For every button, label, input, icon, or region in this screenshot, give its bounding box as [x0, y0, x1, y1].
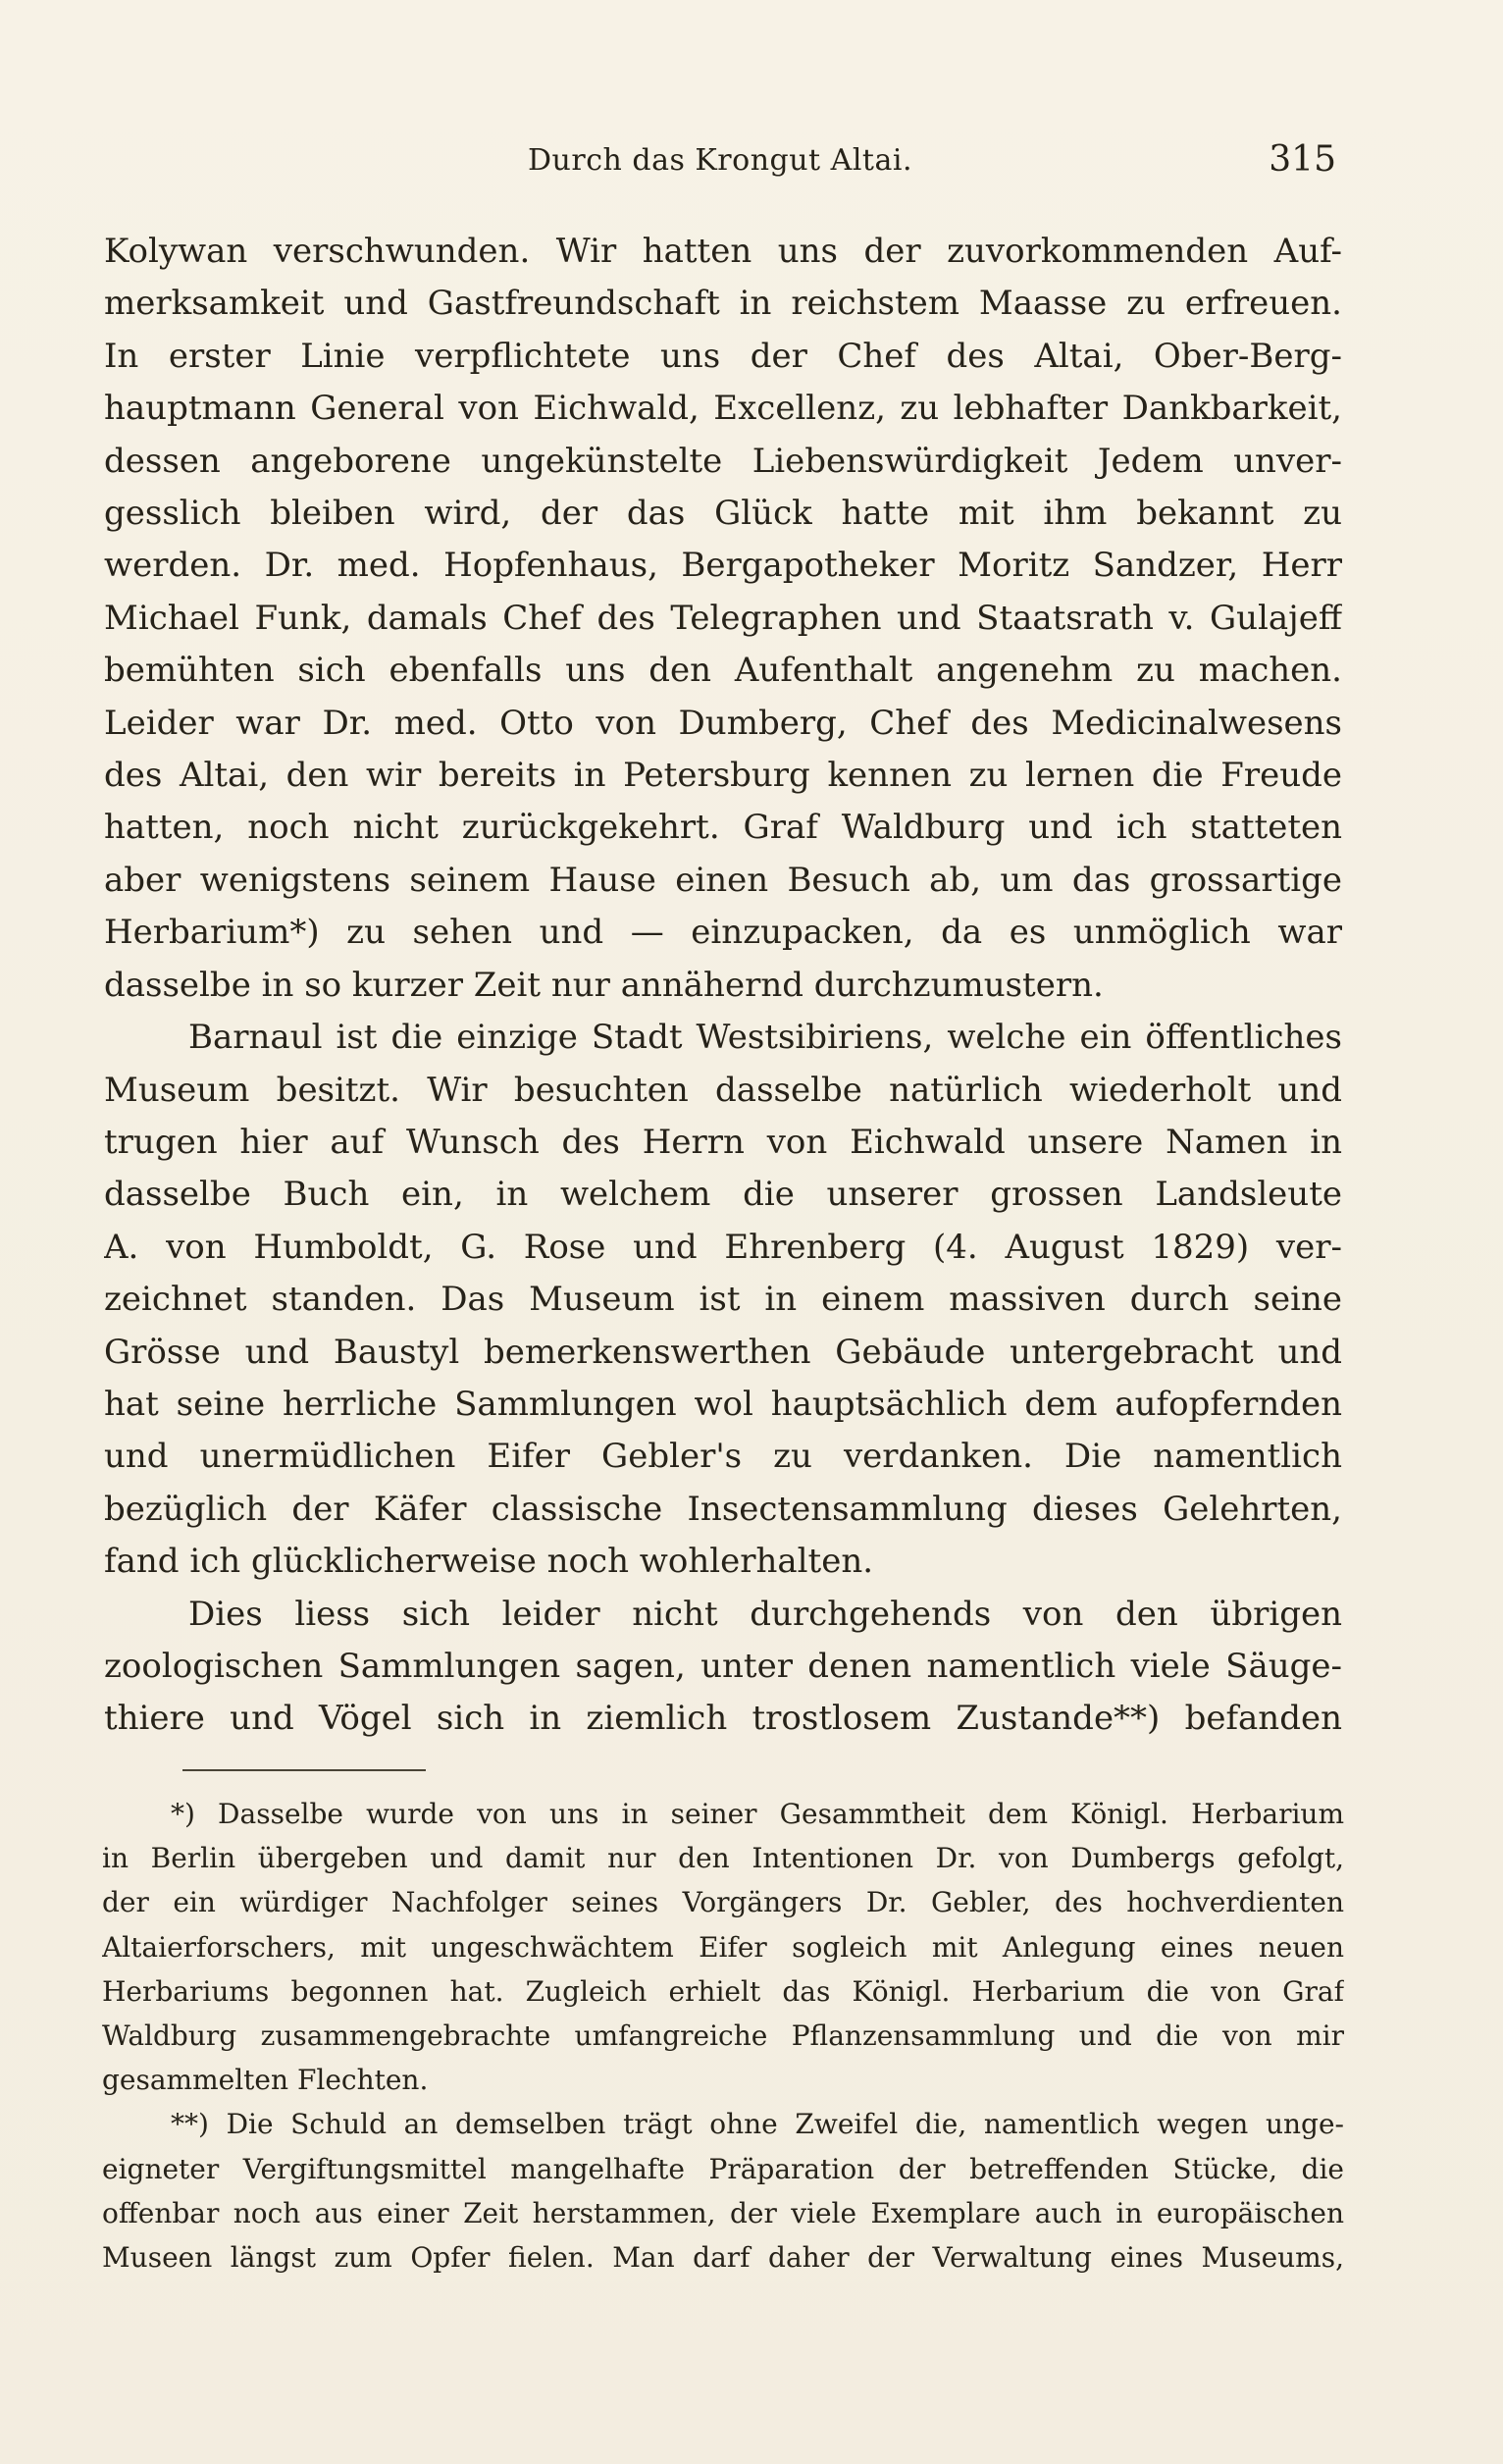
text-line: Michael Funk, damals Chef des Telegraphen und Staatsrath v. Gulajeff	[104, 598, 1342, 638]
text-line: fand ich glücklicherweise noch wohlerhalten.	[104, 1542, 874, 1582]
text-line: merksamkeit und Gastfreundschaft in reichstem Maasse zu erfreuen.	[104, 284, 1342, 324]
text-line: dasselbe in so kurzer Zeit nur annähernd durchzumustern.	[104, 965, 1104, 1005]
text-line: aber wenigstens seinem Hause einen Besuch ab, um das grossartige	[104, 860, 1342, 900]
text-line: bemühten sich ebenfalls uns den Aufenthalt angenehm zu machen.	[104, 651, 1342, 691]
footnote-line: gesammelten Flechten.	[102, 2064, 429, 2097]
text-line: Dies liess sich leider nicht durchgehends von den übrigen	[188, 1594, 1342, 1634]
text-line: Barnaul ist die einzige Stadt Westsibiriens, welche ein öffentliches	[188, 1018, 1342, 1058]
text-line: dessen angeborene ungekünstelte Liebenswürdigkeit Jedem unver-	[104, 441, 1342, 481]
paragraph-3	[104, 1589, 1342, 1746]
footnote-2	[102, 2102, 1344, 2280]
footnote-divider	[182, 1769, 426, 1771]
text-line: A. von Humboldt, G. Rose und Ehrenberg (4. August 1829) ver-	[104, 1227, 1342, 1267]
footnote-1	[102, 1792, 1344, 2102]
text-line: dasselbe Buch ein, in welchem die unserer grossen Landsleute	[104, 1175, 1342, 1215]
text-line: Grösse und Baustyl bemerkenswerthen Gebäude untergebracht und	[104, 1332, 1342, 1372]
text-line: hat seine herrliche Sammlungen wol hauptsächlich dem aufopfernden	[104, 1384, 1342, 1424]
text-line: Museum besitzt. Wir besuchten dasselbe natürlich wiederholt und	[104, 1070, 1342, 1110]
text-line: Leider war Dr. med. Otto von Dumberg, Chef des Medicinalwesens	[104, 703, 1342, 743]
text-line: zoologischen Sammlungen sagen, unter denen namentlich viele Säuge-	[104, 1646, 1342, 1686]
footnote-line: eigneter Vergiftungsmittel mangelhafte Präparation der betreffenden Stücke, die	[102, 2152, 1344, 2185]
text-line: und unermüdlichen Eifer Gebler's zu verdanken. Die namentlich	[104, 1437, 1342, 1477]
text-line: Herbarium*) zu sehen und — einzupacken, da es unmöglich war	[104, 913, 1342, 953]
footnote-line: Museen längst zum Opfer fielen. Man darf daher der Verwaltung eines Museums,	[102, 2241, 1344, 2275]
text-line: bezüglich der Käfer classische Insectensammlung dieses Gelehrten,	[104, 1489, 1342, 1529]
paragraph-2	[104, 1012, 1342, 1588]
page-number: 315	[1269, 139, 1336, 180]
footnotes	[102, 1792, 1344, 2280]
footnote-line: offenbar noch aus einer Zeit herstammen, der viele Exemplare auch in europäischen	[102, 2196, 1344, 2229]
footnote-line: Herbariums begonnen hat. Zugleich erhielt das Königl. Herbarium die von Graf	[102, 1974, 1344, 2008]
text-line: hauptmann General von Eichwald, Excellenz, zu lebhafter Dankbarkeit,	[104, 389, 1342, 429]
text-line: gesslich bleiben wird, der das Glück hatte mit ihm bekannt zu	[104, 494, 1342, 534]
text-line: trugen hier auf Wunsch des Herrn von Eichwald unsere Namen in	[104, 1122, 1342, 1162]
paragraph-1	[104, 226, 1342, 1012]
footnote-line: Altaierforschers, mit ungeschwächtem Eifer sogleich mit Anlegung eines neuen	[102, 1930, 1344, 1964]
running-title: Durch das Krongut Altai.	[528, 143, 912, 178]
footnote-line: in Berlin übergeben und damit nur den Intentionen Dr. von Dumbergs gefolgt,	[102, 1842, 1344, 1875]
text-line: werden. Dr. med. Hopfenhaus, Bergapotheker Moritz Sandzer, Herr	[104, 546, 1342, 586]
footnote-line: **) Die Schuld an demselben trägt ohne Zweifel die, namentlich wegen unge-	[171, 2108, 1344, 2141]
footnote-line: der ein würdiger Nachfolger seines Vorgängers Dr. Gebler, des hochverdienten	[102, 1886, 1344, 1919]
footnote-line: *) Dasselbe wurde von uns in seiner Gesammtheit dem Königl. Herbarium	[171, 1798, 1344, 1830]
footnote-line: Waldburg zusammengebrachte umfangreiche Pflanzensammlung und die von mir	[102, 2019, 1344, 2053]
text-line: zeichnet standen. Das Museum ist in einem massiven durch seine	[104, 1280, 1342, 1320]
text-line: hatten, noch nicht zurückgekehrt. Graf Waldburg und ich statteten	[104, 808, 1342, 848]
running-head	[104, 139, 1336, 183]
text-line: des Altai, den wir bereits in Petersburg kennen zu lernen die Freude	[104, 756, 1342, 796]
body-text	[104, 226, 1342, 1746]
text-line: In erster Linie verpflichtete uns der Chef des Altai, Ober-Berg-	[104, 336, 1342, 376]
text-line: Kolywan verschwunden. Wir hatten uns der zuvorkommenden Auf-	[104, 232, 1342, 271]
text-line: thiere und Vögel sich in ziemlich trostlosem Zustande**) befanden	[104, 1699, 1342, 1739]
